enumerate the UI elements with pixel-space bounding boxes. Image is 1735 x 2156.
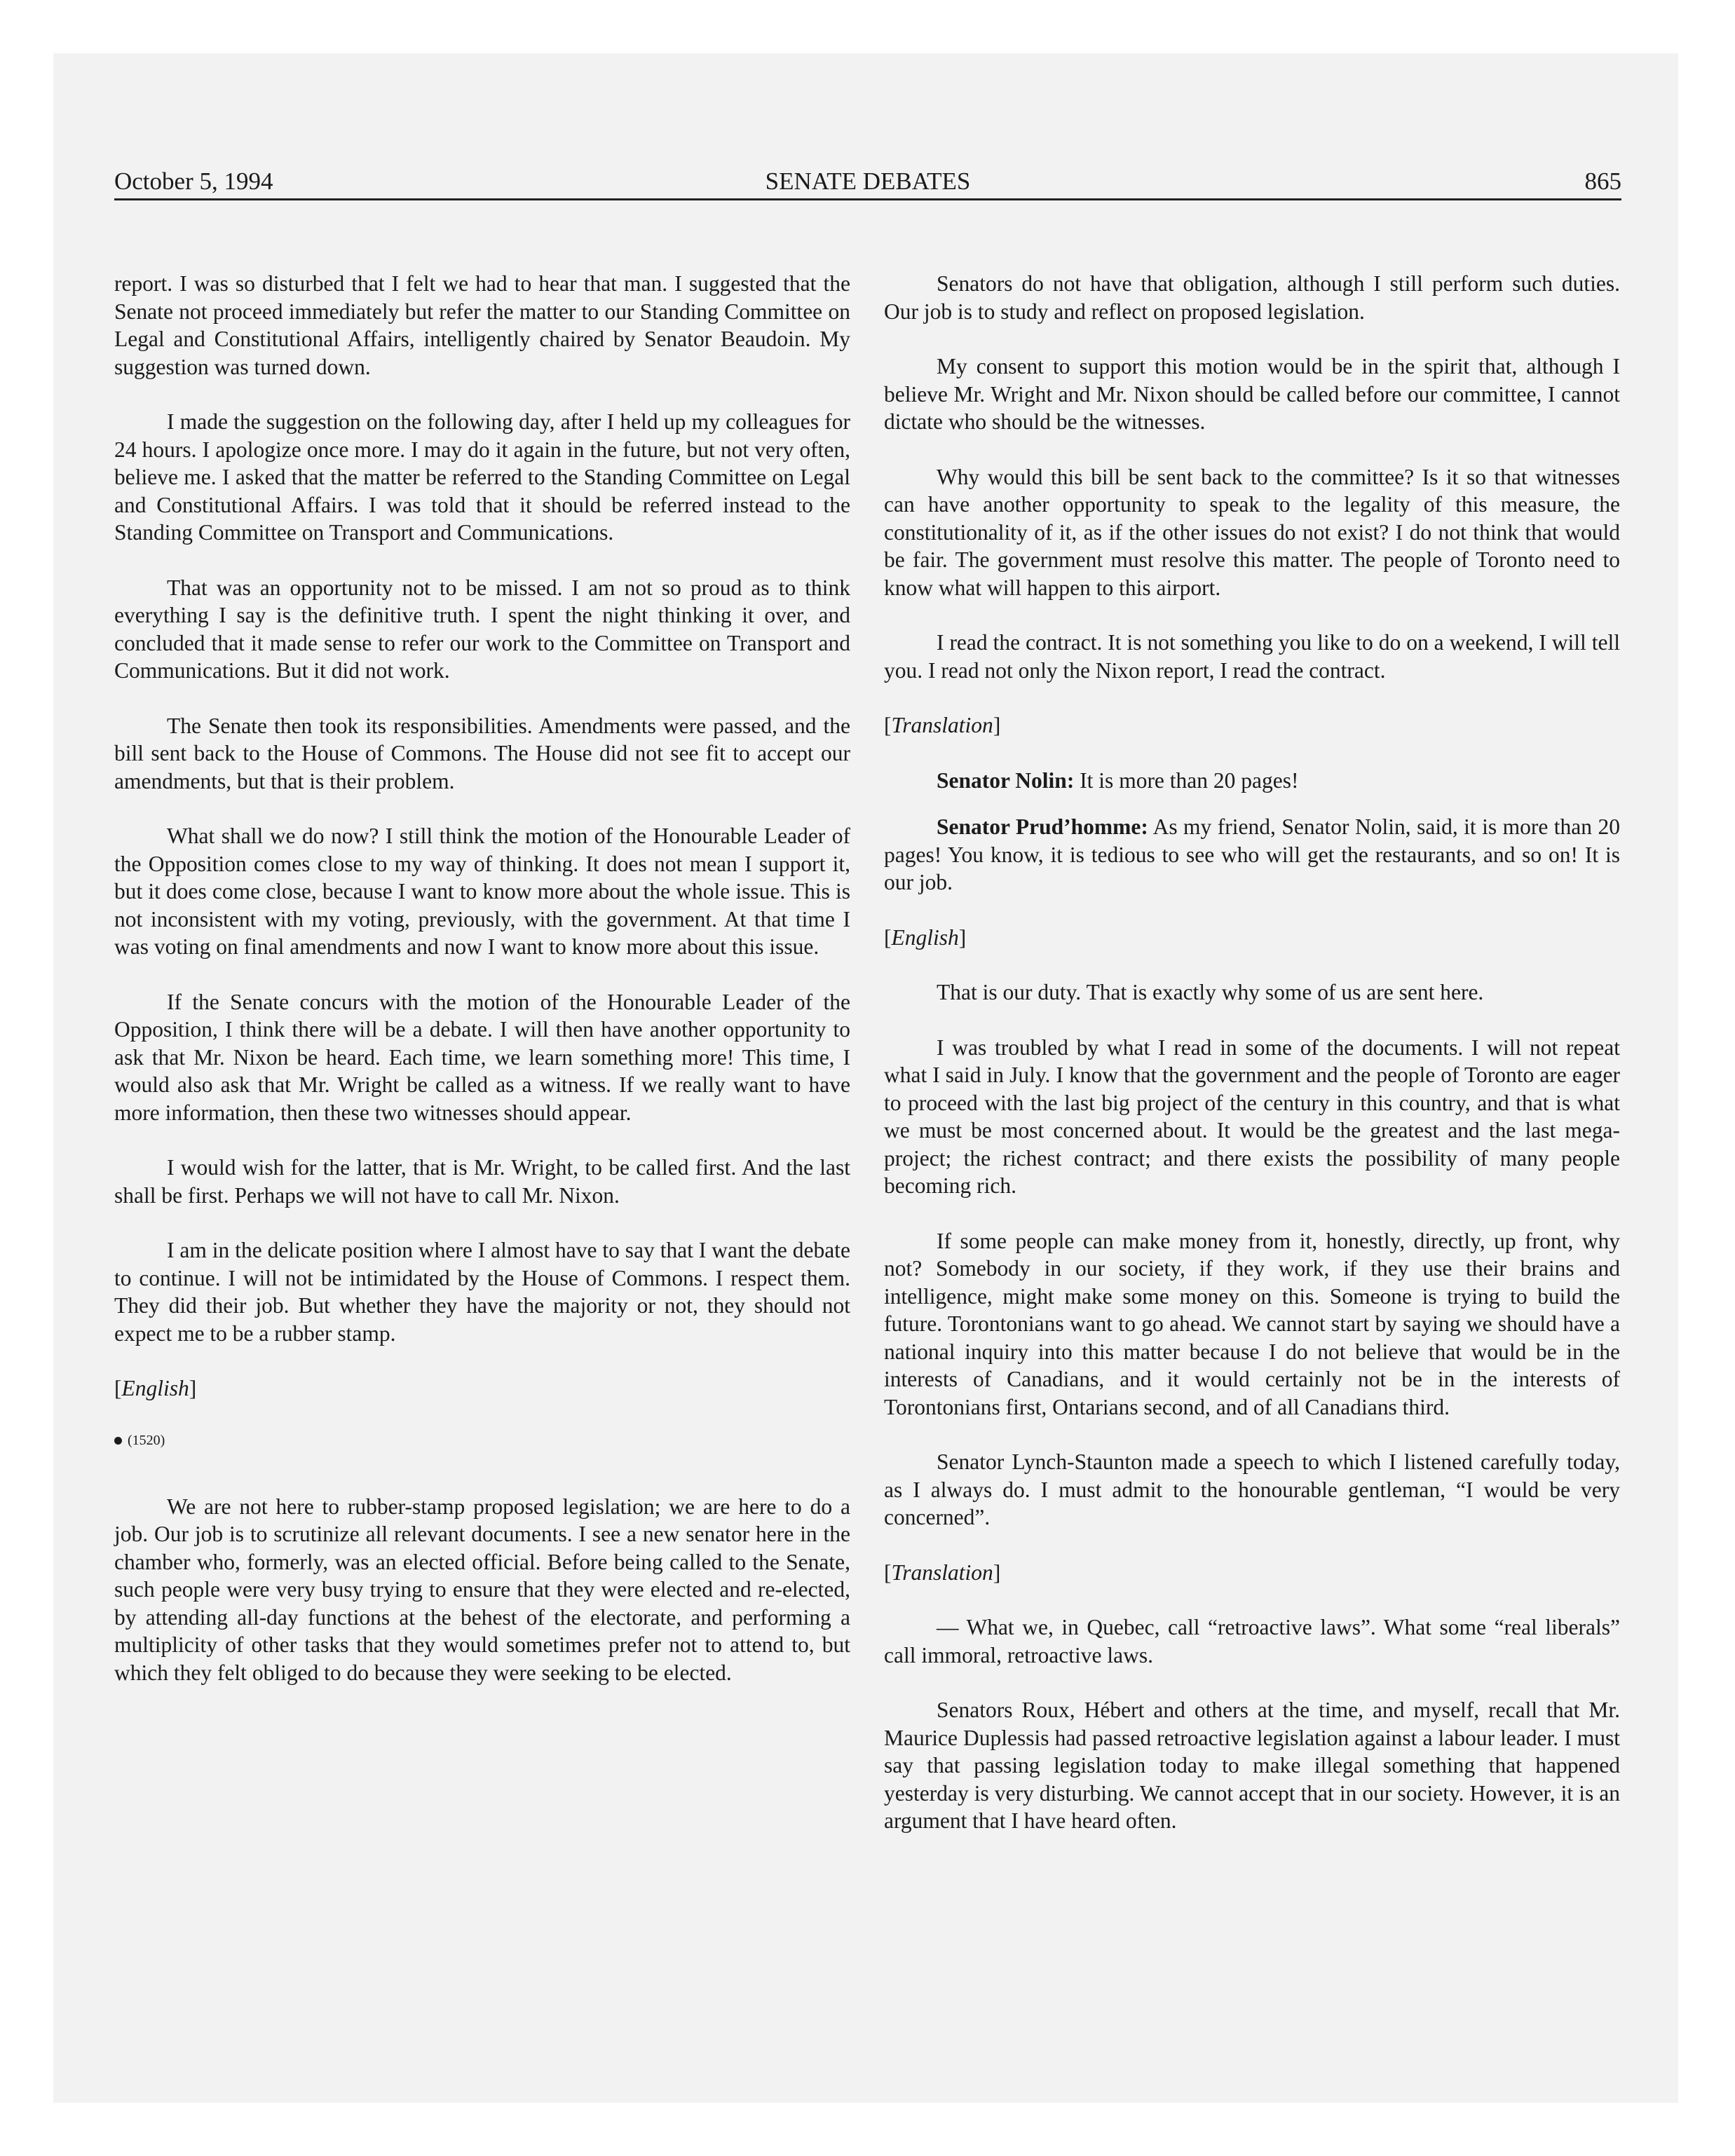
paragraph: I read the contract. It is not something you like to do on a weekend, I will tell you. I read not only the Nixon report, I read the contract. <box>884 630 1620 683</box>
paragraph: If some people can make money from it, honestly, directly, up front, why not? Somebody in our society, if they work, if they use their brains and intelligence, might make some money on this. Someone is trying to build the future. Torontonians want to go ahead. We cannot start by saying we should have a national inquiry into this matter because I do not believe that would be in the interests of Canadians, and it would certainly not be in the interests of Torontonians first, Ontarians second, and of all Canadians third. <box>884 1228 1620 1419</box>
paragraph: That is our duty. That is exactly why some of us are sent here. <box>937 980 1484 1004</box>
paragraph: report. I was so disturbed that I felt we had to hear that man. I suggested that the Senate not proceed immediately but refer the matter to our Standing Committee on Legal and Constitutional Affairs, intelligently chaired by Senator Beaudoin. My suggestion was turned down. <box>114 271 850 379</box>
language-tag-english: [English] <box>884 925 967 950</box>
paragraph: I was troubled by what I read in some of the documents. I will not repeat what I said in July. I know that the government and the people of Toronto are eager to proceed with the last big project of the century in this country, and that is what we must be most concerned about. It would be the greatest and the last mega-project; the richest contract; and there exists the possibility of many people becoming rich. <box>884 1035 1620 1198</box>
language-tag-translation: [Translation] <box>884 1560 1001 1585</box>
header-rule <box>114 198 1621 200</box>
right-column <box>884 270 1620 1862</box>
speech-nolin: Senator Nolin: It is more than 20 pages! <box>937 767 1299 793</box>
page-number: 865 <box>1584 168 1621 195</box>
page-header <box>114 165 1621 198</box>
paragraph: The Senate then took its responsibilities. Amendments were passed, and the bill sent back to the House of Commons. The House did not see fit to accept our amendments, but that is their problem. <box>114 713 850 793</box>
header-date: October 5, 1994 <box>114 168 273 195</box>
paragraph: We are not here to rubber-stamp proposed legislation; we are here to do a job. Our job is to scrutinize all relevant documents. I see a new senator here in the chamber who, formerly, was an elected official. Before being called to the Senate, such people were very busy trying to ensure that they were elected and re-elected, by attending all-day functions at the behest of the electorate, and performing a multiplicity of other tasks that they would sometimes prefer not to attend to, but which they felt obliged to do because they were seeking to be elected. <box>114 1494 850 1685</box>
paragraph: If the Senate concurs with the motion of the Honourable Leader of the Opposition, I think there will be a debate. I will then have another opportunity to ask that Mr. Nixon be heard. Each time, we learn something more! This time, I would also ask that Mr. Wright be called as a witness. If we really want to have more information, then these two witnesses should appear. <box>114 989 850 1125</box>
paragraph: Why would this bill be sent back to the committee? Is it so that witnesses can have another opportunity to speak to the legality of this measure, the constitutionality of it, as if the other issues do not exist? I do not think that would be fair. The government must resolve this matter. The people of Toronto need to know what will happen to this airport. <box>884 464 1620 600</box>
speaker-name: Senator Prud’homme: <box>937 814 1148 839</box>
speaker-name: Senator Nolin: <box>937 767 1075 793</box>
paragraph: I am in the delicate position where I almost have to say that I want the debate to continue. I will not be intimidated by the House of Commons. I respect them. They did their job. But whether they have the majority or not, they should not expect me to be a rubber stamp. <box>114 1238 850 1346</box>
paragraph: Senators do not have that obligation, although I still perform such duties. Our job is to study and reflect on proposed legislation. <box>884 271 1620 324</box>
paragraph: That was an opportunity not to be missed. I am not so proud as to think everything I say is the definitive truth. I spent the night thinking it over, and concluded that it made sense to refer our work to the Committee on Transport and Communications. But it did not work. <box>114 575 850 683</box>
language-tag-english: [English] <box>114 1376 197 1400</box>
language-tag-translation: [Translation] <box>884 713 1001 737</box>
left-column <box>114 270 850 1714</box>
speech-prudhomme: Senator Prud’homme: As my friend, Senator Nolin, said, it is more than 20 pages! You know, it is tedious to see who will get the restaurants, and so on! It is our job. <box>884 814 1621 894</box>
paragraph: Senator Lynch-Staunton made a speech to which I listened carefully today, as I always do. I must admit to the honourable gentleman, “I would be very concerned”. <box>884 1449 1620 1529</box>
paragraph: What shall we do now? I still think the motion of the Honourable Leader of the Opposition comes close to my way of thinking. It does not mean I support it, but it does come close, because I want to know more about the whole issue. This is not inconsistent with my voting, previously, with the government. At that time I was voting on final amendments and now I want to know more about this issue. <box>114 824 850 959</box>
time-marker: (1520) <box>114 1430 850 1451</box>
paragraph: Senators Roux, Hébert and others at the time, and myself, recall that Mr. Maurice Duplessis had passed retroactive legislation against a labour leader. I must say that passing legislation today to make illegal something that happened yesterday is very disturbing. We cannot accept that in our society. However, it is an argument that I have heard often. <box>884 1698 1620 1833</box>
paragraph: — What we, in Quebec, call “retroactive laws”. What some “real liberals” call immoral, retroactive laws. <box>884 1615 1620 1667</box>
header-title: SENATE DEBATES <box>765 168 971 195</box>
bullet-icon <box>114 1437 122 1445</box>
paragraph: I would wish for the latter, that is Mr. Wright, to be called first. And the last shall be first. Perhaps we will not have to call Mr. Nixon. <box>114 1155 850 1208</box>
paragraph: I made the suggestion on the following day, after I held up my colleagues for 24 hours. I apologize once more. I may do it again in the future, but not very often, believe me. I asked that the matter be referred to the Standing Committee on Legal and Constitutional Affairs. I was told that it should be referred instead to the Standing Committee on Transport and Communications. <box>114 409 850 545</box>
paragraph: My consent to support this motion would be in the spirit that, although I believe Mr. Wright and Mr. Nixon should be called before our committee, I cannot dictate who should be the witnesses. <box>884 354 1620 434</box>
